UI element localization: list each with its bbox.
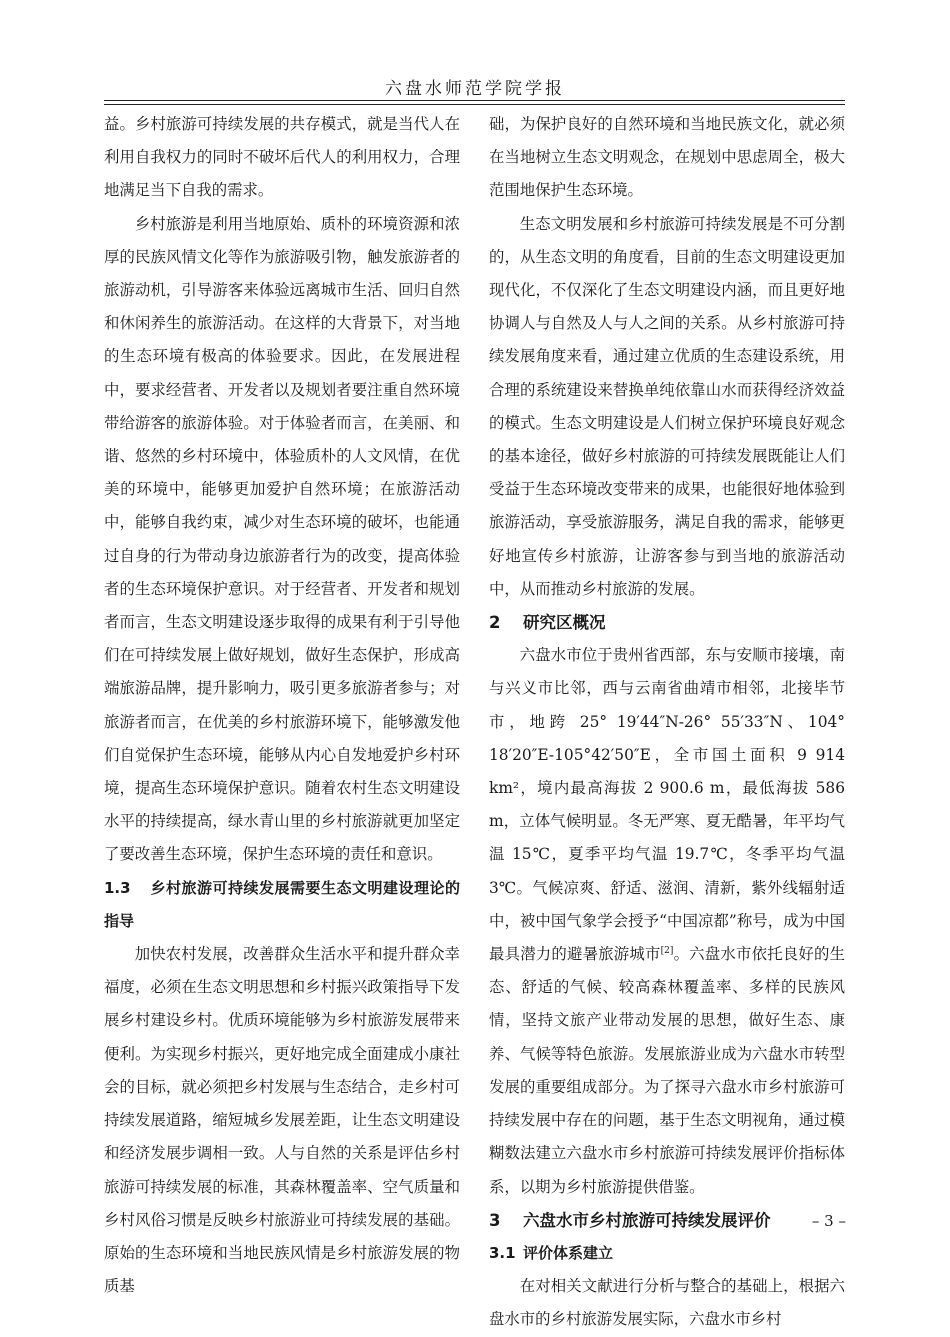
paragraph: 益。乡村旅游可持续发展的共存模式，就是当代人在利用自我权力的同时不破坏后代人的利用权力，合理地满足当下自我的需求。	[104, 115, 460, 200]
section-heading-2	[489, 606, 845, 639]
heading-number: 3.1	[489, 1243, 516, 1262]
paragraph-text: 六盘水市位于贵州省西部，东与安顺市接壤，南与兴义市比邻，西与云南省曲靖市相邻，北接毕节市，地跨 25° 19′44″N-26° 55′33″N、104° 18′20″E-105°42′50″E，全市国土面积 9 914 km²，境内最高海拔 2 900.6 m，最低海拔 586 m，立体气候明显。冬无严寒、夏无酷暑，年平均气温 15℃，夏季平均气温 19.7℃，冬季平均气温 3℃。气候凉爽、舒适、滋润、清新，紫外线辐射适中，被中国气象学会授予“中国凉都”称号，成为中国最具潜力的避暑旅游城市	[489, 646, 845, 964]
right-column	[489, 108, 845, 1337]
section-heading-3-1	[489, 1237, 845, 1270]
heading-text: 研究区概况	[523, 613, 606, 633]
heading-number: 3	[489, 1210, 501, 1230]
paragraph: 生态文明发展和乡村旅游可持续发展是不可分割的，从生态文明的角度看，目前的生态文明建设更加现代化，不仅深化了生态文明建设内涵，而且更好地协调人与自然及人与人之间的关系。从乡村旅游可持续发展角度来看，通过建立优质的生态建设系统，用合理的系统建设来替换单纯依靠山水而获得经济效益的模式。生态文明建设是人们树立保护环境良好观念的基本途径，做好乡村旅游的可持续发展既能让人们受益于生态环境改变带来的成果，也能很好地体验到旅游活动，享受旅游服务，满足自我的需求，能够更好地宣传乡村旅游，让游客参与到当地的旅游活动中，从而推动乡村旅游的发展。	[489, 214, 845, 598]
paragraph	[489, 639, 845, 1203]
left-column	[104, 108, 460, 1303]
heading-number: 1.3	[104, 878, 131, 897]
paragraph-text: 。六盘水市依托良好的生态、舒适的气候、较高森林覆盖率、多样的民族风情，坚持文旅产业带动发展的思想，做好生态、康养、气候等特色旅游。发展旅游业成为六盘水市转型发展的重要组成部分。为了探寻六盘水市乡村旅游可持续发展中存在的问题，基于生态文明视角，通过模糊数法建立六盘水市乡村旅游可持续发展评价指标体系，以期为乡村旅游提供借鉴。	[489, 945, 845, 1196]
heading-text: 乡村旅游可持续发展需要生态文明建设理论的指导	[104, 878, 460, 930]
paragraph: 在对相关文献进行分析与整合的基础上，根据六盘水市的乡村旅游发展实际，六盘水市乡村	[489, 1277, 845, 1329]
paragraph: 础，为保护良好的自然环境和当地民族文化，就必须在当地树立生态文明观念，在规划中思虑周全，极大范围地保护生态环境。	[489, 115, 845, 200]
header-rule-top	[104, 100, 845, 101]
paragraph: 乡村旅游是利用当地原始、质朴的环境资源和浓厚的民族风情文化等作为旅游吸引物，触发旅游者的旅游动机，引导游客来体验远离城市生活、回归自然和休闲养生的旅游活动。在这样的大背景下，对当地的生态环境有极高的体验要求。因此，在发展进程中，要求经营者、开发者以及规划者要注重自然环境带给游客的旅游体验。对于体验者而言，在美丽、和谐、悠然的乡村环境中，体验质朴的人文风情，在优美的环境中，能够更加爱护自然环境；在旅游活动中，能够自我约束，减少对生态环境的破坏，也能通过自身的行为带动身边旅游者行为的改变，提高体验者的生态环境保护意识。对于经营者、开发者和规划者而言，生态文明建设逐步取得的成果有利于引导他们在可持续发展上做好规划，做好生态保护，形成高端旅游品牌，提升影响力，吸引更多旅游者参与；对旅游者而言，在优美的乡村旅游环境下，能够激发他们自觉保护生态环境，能够从内心自发地爱护乡村环境，提高生态环境保护意识。随着农村生态文明建设水平的持续提高，绿水青山里的乡村旅游就更加坚定了要改善生态环境，保护生态环境的责任和意识。	[104, 214, 460, 864]
citation-ref: [2]	[660, 945, 674, 956]
journal-header: 六盘水师范学院学报	[385, 79, 565, 99]
heading-text: 六盘水市乡村旅游可持续发展评价	[523, 1210, 771, 1230]
section-heading-1-3	[104, 872, 460, 938]
header-rule-bottom	[104, 104, 845, 105]
heading-number: 2	[489, 613, 501, 633]
heading-text: 评价体系建立	[523, 1243, 614, 1262]
paragraph: 加快农村发展，改善群众生活水平和提升群众幸福度，必须在生态文明思想和乡村振兴政策指导下发展乡村建设乡村。优质环境能够为乡村旅游发展带来便利。为实现乡村振兴，更好地完成全面建成小康社会的目标，就必须把乡村发展与生态结合，走乡村可持续发展道路，缩短城乡发展差距，让生态文明建设和经济发展步调相一致。人与自然的关系是评估乡村旅游可持续发展的标准，其森林覆盖率、空气质量和乡村风俗习惯是反映乡村旅游业可持续发展的基础。原始的生态环境和当地民族风情是乡村旅游发展的物质基	[104, 945, 460, 1296]
page-number: – 3 –	[811, 1212, 846, 1230]
section-heading-3	[489, 1204, 845, 1237]
